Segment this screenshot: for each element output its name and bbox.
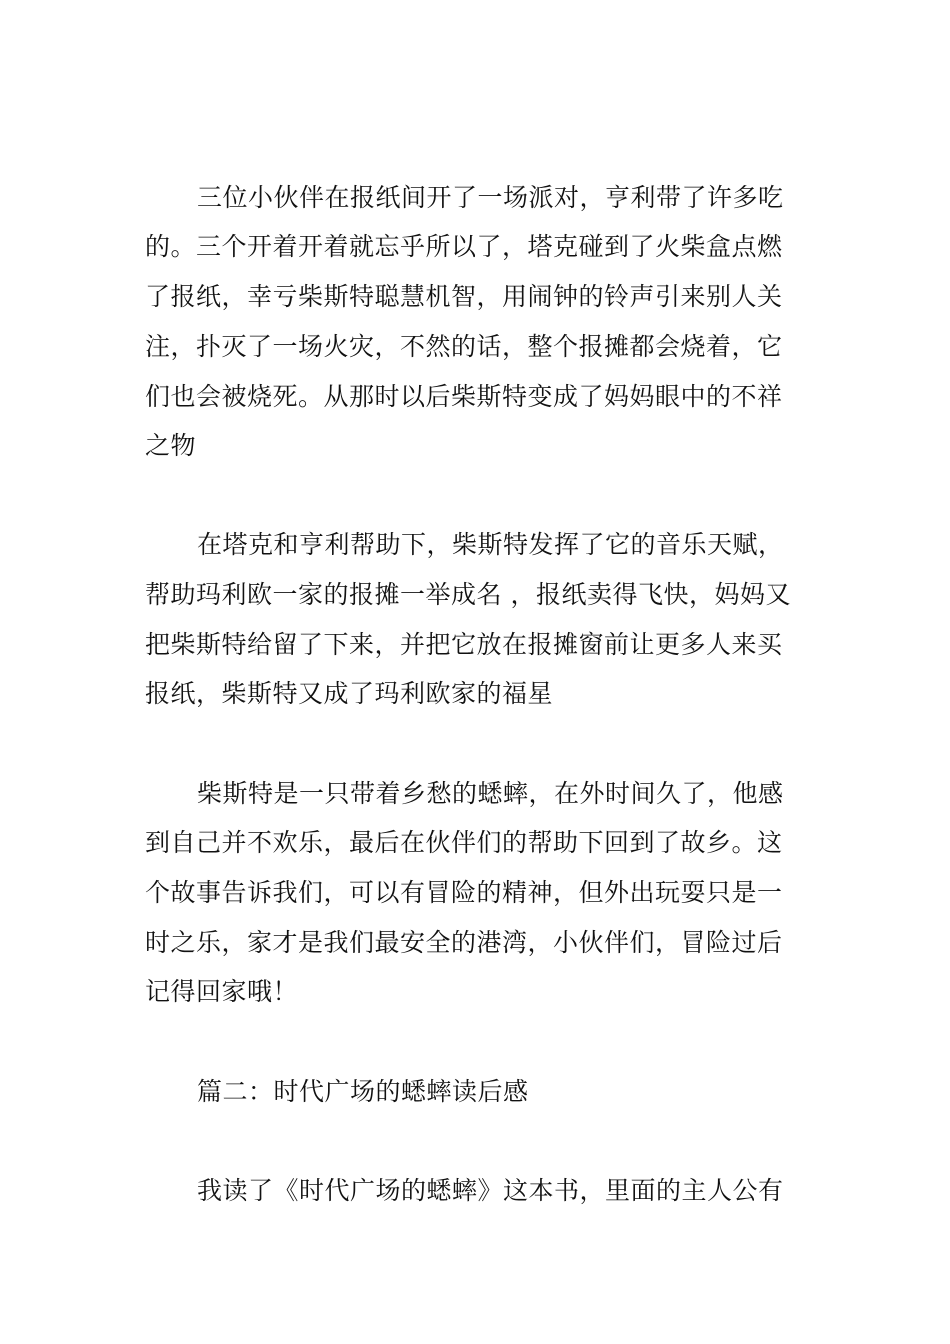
paragraph-line: 们也会被烧死。从那时以后柴斯特变成了妈妈眼中的不祥 xyxy=(145,382,783,411)
paragraph-line: 到自己并不欢乐，最后在伙伴们的帮助下回到了故乡。这 xyxy=(145,828,783,857)
paragraph-line: 了报纸，幸亏柴斯特聪慧机智，用闹钟的铃声引来别人关 xyxy=(145,282,783,311)
paragraph-line: 三位小伙伴在报纸间开了一场派对，亨利带了许多吃 xyxy=(197,183,784,212)
paragraph-line: 之物 xyxy=(145,431,197,460)
paragraph-line: 我读了《时代广场的蟋蟀》这本书，里面的主人公有 xyxy=(197,1176,784,1205)
paragraph-line: 帮助玛利欧一家的报摊一举成名 ，报纸卖得飞快，妈妈又 xyxy=(145,580,791,609)
paragraph-line: 的。三个开着开着就忘乎所以了，塔克碰到了火柴盒点燃 xyxy=(145,232,783,261)
paragraph-line: 柴斯特是一只带着乡愁的蟋蟀，在外时间久了，他感 xyxy=(197,779,784,808)
paragraph-line: 时之乐，家才是我们最安全的港湾，小伙伴们，冒险过后 xyxy=(145,928,783,957)
paragraph-line: 报纸，柴斯特又成了玛利欧家的福星 xyxy=(145,679,554,708)
paragraph-line: 记得回家哦！ xyxy=(145,977,299,1006)
paragraph-line: 个故事告诉我们，可以有冒险的精神，但外出玩耍只是一 xyxy=(145,878,783,907)
paragraph-line: 在塔克和亨利帮助下，柴斯特发挥了它的音乐天赋， xyxy=(197,530,784,559)
paragraph-line: 注，扑灭了一场火灾，不然的话，整个报摊都会烧着，它 xyxy=(145,332,783,361)
paragraph-line: 把柴斯特给留了下来，并把它放在报摊窗前让更多人来买 xyxy=(145,630,783,659)
section-title: 篇二：时代广场的蟋蟀读后感 xyxy=(197,1077,529,1106)
